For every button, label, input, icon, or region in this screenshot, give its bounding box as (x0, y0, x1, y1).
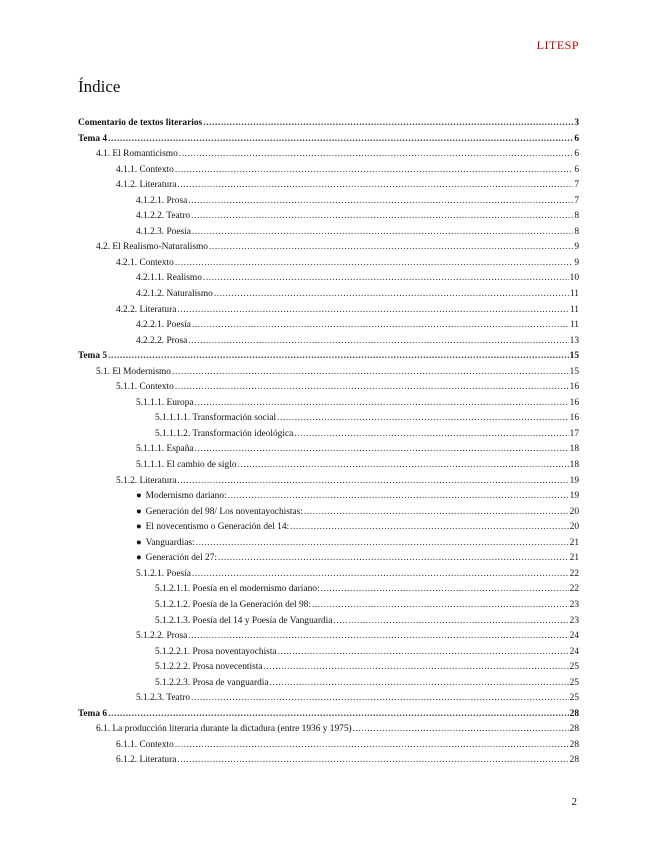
toc-entry[interactable] (78, 287, 579, 303)
dot-leader (188, 194, 573, 210)
toc-entry[interactable] (78, 520, 579, 536)
bullet-icon: ● (136, 506, 142, 517)
toc-entry-page: 15 (569, 366, 579, 377)
toc-entry-title: 5.1.1. Contexto (116, 382, 174, 393)
toc-entry-page: 17 (569, 428, 579, 439)
toc-entry-title: 5.1.2. Literatura (116, 475, 177, 486)
toc-entry-page: 6 (574, 133, 579, 144)
dot-leader (188, 629, 568, 645)
dot-leader (203, 271, 569, 287)
toc-entry[interactable] (78, 194, 579, 210)
toc-entry-title: 5.1.2.2. Prosa (136, 631, 188, 642)
toc-entry[interactable] (78, 722, 579, 738)
toc-entry[interactable] (78, 396, 579, 412)
toc-entry-page: 22 (569, 568, 579, 579)
toc-entry[interactable] (78, 582, 579, 598)
toc-entry[interactable] (78, 132, 579, 148)
toc-entry-title: Tema 6 (78, 708, 108, 719)
toc-entry-title: 4.1.2.3. Poesía (136, 226, 191, 237)
toc-entry-page: 20 (569, 506, 579, 517)
toc-entry[interactable] (78, 505, 579, 521)
toc-entry-page: 24 (569, 631, 579, 642)
toc-entry-title: 4.1.2. Literatura (116, 180, 177, 191)
toc-entry-title: 5.1.1.1.2. Transformación ideológica (155, 428, 294, 439)
table-of-contents (78, 116, 579, 769)
toc-entry[interactable] (78, 225, 579, 241)
toc-entry-page: 7 (574, 180, 579, 191)
toc-entry-title: 4.2.1. Contexto (116, 257, 174, 268)
toc-entry[interactable] (78, 442, 579, 458)
toc-entry-title: 4.1. El Romanticismo (96, 149, 178, 160)
toc-entry-title: 5.1.1.1. El cambio de siglo (136, 460, 237, 471)
toc-entry-page: 15 (569, 351, 579, 362)
dot-leader (277, 411, 569, 427)
toc-entry-title: 4.1.2.1. Prosa (136, 195, 188, 206)
toc-entry[interactable] (78, 536, 579, 552)
toc-entry[interactable] (78, 598, 579, 614)
toc-entry-page: 21 (569, 553, 579, 564)
dot-leader (175, 163, 574, 179)
toc-entry-title: 4.2.1.2. Naturalismo (136, 289, 213, 300)
dot-leader (175, 380, 569, 396)
toc-entry-page: 18 (569, 444, 579, 455)
toc-entry[interactable] (78, 318, 579, 334)
dot-leader (195, 396, 569, 412)
toc-entry-title: El novecentismo o Generación del 14: (145, 522, 290, 533)
dot-leader (172, 365, 569, 381)
dot-leader (294, 427, 568, 443)
dot-leader (177, 753, 568, 769)
toc-entry-page: 25 (569, 662, 579, 673)
dot-leader (270, 676, 569, 692)
toc-entry-title: 4.2. El Realismo-Naturalismo (96, 242, 208, 253)
toc-entry-title: 4.2.2. Literatura (116, 304, 177, 315)
page-number: 2 (571, 796, 577, 808)
toc-entry-page: 13 (569, 335, 579, 346)
dot-leader (179, 147, 574, 163)
toc-entry-page: 18 (569, 460, 579, 471)
dot-leader (312, 598, 569, 614)
toc-entry-page: 10 (569, 273, 579, 284)
toc-entry-page: 11 (569, 320, 579, 331)
bullet-icon: ● (136, 553, 142, 564)
toc-entry-title: 5.1. El Modernismo (96, 366, 171, 377)
toc-entry-page: 28 (569, 724, 579, 735)
toc-entry[interactable] (78, 676, 579, 692)
toc-entry-page: 21 (569, 537, 579, 548)
bullet-icon: ● (136, 522, 142, 533)
toc-entry-title: Comentario de textos literarios (78, 118, 203, 128)
toc-entry[interactable] (78, 147, 579, 163)
toc-entry[interactable] (78, 334, 579, 350)
toc-entry-title: 5.1.2.3. Teatro (136, 693, 191, 704)
toc-entry-page: 16 (569, 382, 579, 393)
toc-entry[interactable] (78, 753, 579, 769)
toc-entry[interactable] (78, 614, 579, 630)
toc-entry-page: 25 (569, 693, 579, 704)
bullet-icon: ● (136, 491, 142, 502)
dot-leader (238, 458, 569, 474)
toc-entry-page: 19 (569, 491, 579, 502)
dot-leader (321, 582, 569, 598)
toc-entry-page: 9 (574, 257, 579, 268)
toc-entry[interactable] (78, 411, 579, 427)
toc-entry-title: 5.1.2.1.1. Poesía en el modernismo dariano: (155, 584, 320, 595)
dot-leader (264, 660, 569, 676)
dot-leader (175, 256, 574, 272)
dot-leader (192, 567, 569, 583)
dot-leader (177, 178, 573, 194)
toc-entry-page: 11 (569, 289, 579, 300)
bullet-icon: ● (136, 537, 142, 548)
toc-entry[interactable] (78, 474, 579, 490)
dot-leader (191, 209, 573, 225)
toc-entry-title: 5.1.2.2.3. Prosa de vanguardia (155, 677, 269, 688)
toc-entry-page: 23 (569, 599, 579, 610)
toc-entry-page: 11 (569, 304, 579, 315)
toc-entry[interactable] (78, 489, 579, 505)
toc-entry[interactable] (78, 209, 579, 225)
dot-leader (108, 349, 569, 365)
dot-leader (290, 520, 569, 536)
dot-leader (209, 240, 573, 256)
toc-entry-title: 6.1. La producción literaria durante la dictadura (entre 1936 y 1975) (96, 724, 352, 735)
toc-entry-title: Vanguardias: (145, 537, 195, 548)
toc-entry-page: 20 (569, 522, 579, 533)
toc-entry-title: 5.1.2.1.2. Poesía de la Generación del 98: (155, 599, 311, 610)
toc-entry[interactable] (78, 163, 579, 179)
dot-leader (192, 225, 573, 241)
dot-leader (203, 116, 573, 132)
toc-entry[interactable] (78, 738, 579, 754)
toc-entry-page: 28 (569, 708, 579, 719)
toc-entry-page: 9 (574, 242, 579, 253)
toc-entry[interactable] (78, 349, 579, 365)
dot-leader (353, 722, 569, 738)
toc-entry-title: 4.2.2.2. Prosa (136, 335, 188, 346)
toc-entry-title: Generación del 98/ Los noventayochistas: (145, 506, 303, 517)
toc-entry-page: 28 (569, 755, 579, 766)
toc-entry-title: 6.1.2. Literatura (116, 755, 177, 766)
toc-entry[interactable] (78, 365, 579, 381)
dot-leader (108, 132, 573, 148)
toc-entry-title: 5.1.1.1. Europa (136, 397, 194, 408)
toc-entry-title: 4.2.2.1. Poesía (136, 320, 191, 331)
toc-entry-title: 5.1.2.1. Poesía (136, 568, 191, 579)
toc-entry-page: 8 (574, 226, 579, 237)
header-brand: LITESP (536, 38, 579, 52)
toc-entry-page: 23 (569, 615, 579, 626)
toc-entry-title: Generación del 27: (145, 553, 217, 564)
dot-leader (214, 287, 569, 303)
dot-leader (191, 691, 569, 707)
toc-entry-title: 5.1.1.1.1. Transformación social (155, 413, 277, 424)
toc-entry-page: 6 (574, 149, 579, 160)
toc-entry-page: 25 (569, 677, 579, 688)
dot-leader (196, 536, 569, 552)
toc-entry-title: Tema 4 (78, 133, 108, 144)
toc-entry[interactable] (78, 660, 579, 676)
toc-entry-page: 3 (574, 118, 579, 128)
toc-entry-page: 8 (574, 211, 579, 222)
dot-leader (177, 474, 568, 490)
toc-entry-page: 16 (569, 413, 579, 424)
dot-leader (333, 614, 568, 630)
dot-leader (218, 551, 569, 567)
toc-entry[interactable] (78, 707, 579, 723)
dot-leader (195, 442, 569, 458)
dot-leader (177, 303, 569, 319)
toc-entry[interactable] (78, 551, 579, 567)
toc-entry-page: 28 (569, 739, 579, 750)
dot-leader (175, 738, 569, 754)
toc-entry-title: 5.1.1.1. España (136, 444, 194, 455)
toc-entry[interactable] (78, 380, 579, 396)
dot-leader (108, 707, 569, 723)
toc-entry-page: 24 (569, 646, 579, 657)
toc-entry-page: 19 (569, 475, 579, 486)
toc-entry-title: 6.1.1. Contexto (116, 739, 174, 750)
toc-entry-title: 4.1.1. Contexto (116, 164, 174, 175)
toc-entry[interactable] (78, 567, 579, 583)
toc-entry[interactable] (78, 427, 579, 443)
toc-entry-title: 5.1.2.2.2. Prosa novecentista (155, 662, 263, 673)
toc-entry-title: 4.2.1.1. Realismo (136, 273, 202, 284)
toc-entry[interactable] (78, 629, 579, 645)
toc-entry-page: 16 (569, 397, 579, 408)
dot-leader (304, 505, 569, 521)
toc-entry-title: Modernismo dariano: (145, 491, 227, 502)
toc-entry[interactable] (78, 458, 579, 474)
toc-entry[interactable] (78, 116, 579, 132)
toc-entry-title: 5.1.2.1.3. Poesía del 14 y Poesía de Vanguardia (155, 615, 333, 626)
toc-entry[interactable] (78, 271, 579, 287)
dot-leader (188, 334, 568, 350)
toc-entry[interactable] (78, 645, 579, 661)
toc-entry[interactable] (78, 303, 579, 319)
dot-leader (278, 645, 569, 661)
dot-leader (192, 318, 569, 334)
toc-entry-page: 22 (569, 584, 579, 595)
toc-entry[interactable] (78, 256, 579, 272)
toc-entry-title: Tema 5 (78, 351, 108, 362)
toc-entry-title: 4.1.2.2. Teatro (136, 211, 191, 222)
toc-entry[interactable] (78, 178, 579, 194)
page-title: Índice (78, 77, 121, 96)
dot-leader (228, 489, 569, 505)
toc-entry-page: 6 (574, 164, 579, 175)
toc-entry[interactable] (78, 691, 579, 707)
toc-entry[interactable] (78, 240, 579, 256)
toc-entry-title: 5.1.2.2.1. Prosa noventayochista (155, 646, 277, 657)
toc-entry-page: 7 (574, 195, 579, 206)
